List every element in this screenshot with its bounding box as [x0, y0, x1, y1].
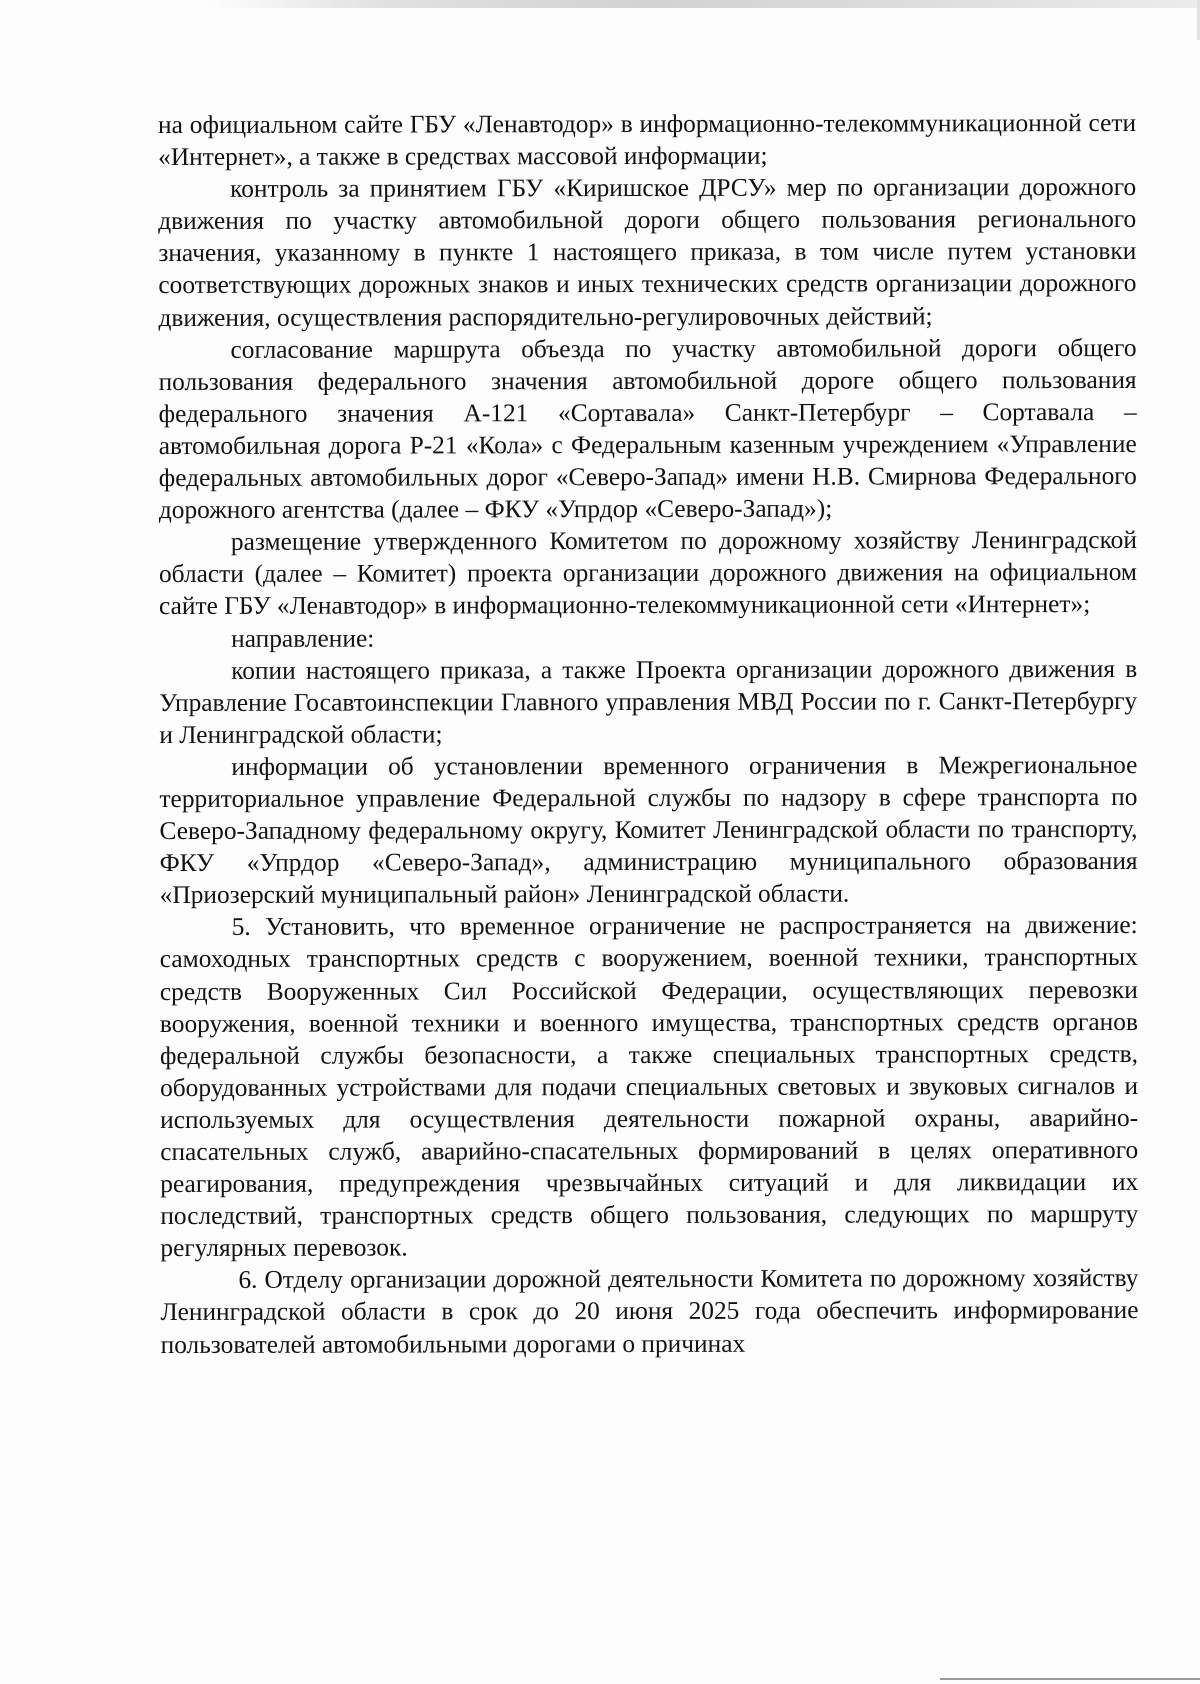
paragraph-item-6: 6. Отделу организации дорожной деятельности Комитета по дорожному хозяйству Ленинградской области в срок до 20 июня 2025 года обеспечить информирование пользователей автомобильными дорогами о причинах: [160, 1264, 1139, 1359]
document-body: [158, 107, 1139, 1361]
paragraph-project-publication: размещение утвержденного Комитетом по дорожному хозяйству Ленинградской области (далее – Комитет) проекта организации дорожного движения на официальном сайте ГБУ «Ленавтодор» в информационно-телекоммуникационной сети «Интернет»;: [158, 526, 1138, 621]
paragraph-order-copies: копии настоящего приказа, а также Проекта организации дорожного движения в Управление Госавтоинспекции Главного управления МВД России по г. Санкт-Петербургу и Ленинградской области;: [159, 654, 1138, 749]
scan-edge-line-bottom: [940, 1678, 1200, 1680]
scan-shadow-top: [200, 0, 1200, 8]
paragraph-publication-continued: на официальном сайте ГБУ «Ленавтодор» в информационно-телекоммуникационной сети «Интернет», а также в средствах массовой информации;: [158, 108, 1137, 172]
paragraph-restriction-info: информации об установлении временного ограничения в Межрегиональное территориальное управление Федеральной службы по надзору в сфере транспорта по Северо-Западному федеральному округу, Комитет Ленинградской области по транспорту, ФКУ «Упрдор «Северо-Запад», администрацию муниципального образования «Приозерский муниципальный район» Ленинградской области.: [159, 750, 1138, 910]
paragraph-item-5: 5. Установить, что временное ограничение не распространяется на движение: самоходных транспортных средств с вооружением, военной техники, транспортных средств Вооруженных Сил Российской Федерации, осуществляющих перевозки вооружения, военной техники и военного имущества, транспортных средств органов федеральной службы безопасности, а также специальных транспортных средств, оборудованных устройствами для подачи специальных световых и звуковых сигналов и используемых для осуществления деятельности пожарной охраны, аварийно-спасательных служб, аварийно-спасательных формирований в целях оперативного реагирования, предупреждения чрезвычайных ситуаций и для ликвидации их последствий, транспортных средств общего пользования, следующих по маршруту регулярных перевозок.: [159, 911, 1139, 1263]
paragraph-detour-agreement: согласование маршрута объезда по участку автомобильной дороги общего пользования федерального значения автомобильной дороге общего пользования федерального значения А-121 «Сортавала» Санкт-Петербург – Сортавала – автомобильная дорога Р-21 «Кола» с Федеральным казенным учреждением «Управление федеральных автомобильных дорог «Северо-Запад» имени Н.В. Смирнова Федерального дорожного агентства (далее – ФКУ «Упрдор «Северо-Запад»);: [158, 333, 1137, 525]
paragraph-control-drsu: контроль за принятием ГБУ «Киришское ДРСУ» мер по организации дорожного движения по участку автомобильной дороги общего пользования регионального значения, указанному в пункте 1 настоящего приказа, в том числе путем установки соответствующих дорожных знаков и иных технических средств организации дорожного движения, осуществления распорядительно-регулировочных действий;: [158, 173, 1137, 332]
paragraph-direction-heading: направление:: [231, 624, 375, 653]
